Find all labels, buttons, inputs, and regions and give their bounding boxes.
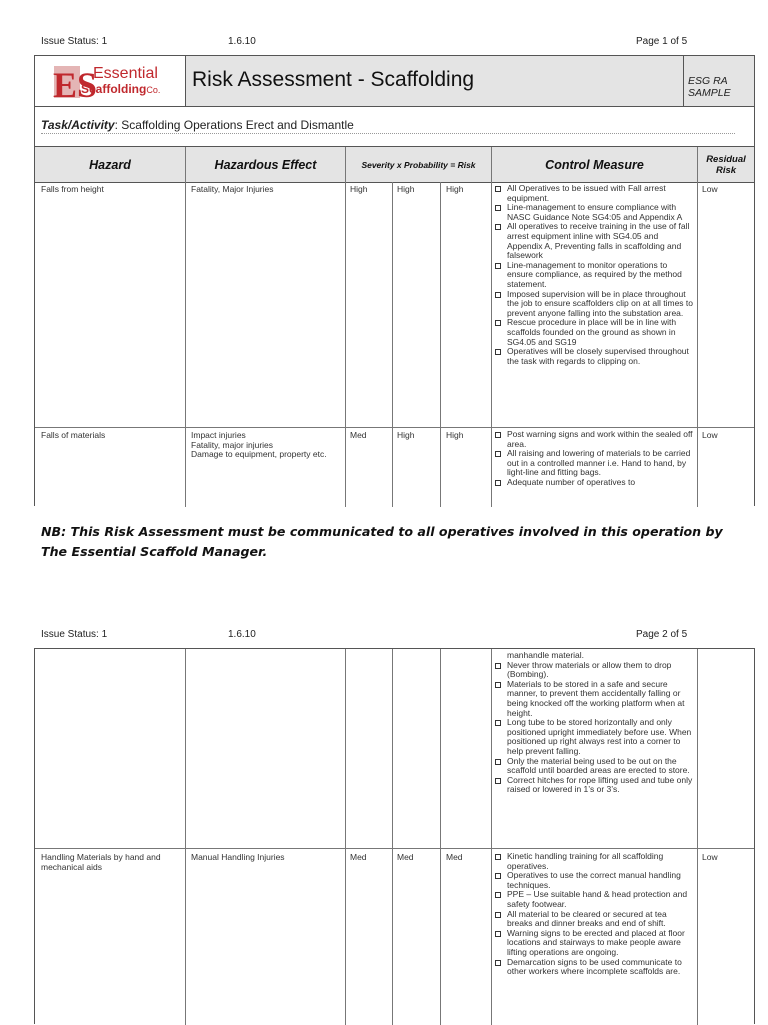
control-measures	[493, 852, 693, 1025]
col-hazard-header: Hazard	[89, 157, 131, 172]
logo-line1: Essential	[93, 65, 158, 82]
effect-cell: Impact injuries Fatality, major injuries Damage to equipment, property etc.	[191, 430, 327, 459]
issue-status: Issue Status: 1	[41, 36, 108, 47]
control-item: Only the material being used to be out on the scaffold until boarded areas are erected to store.	[493, 757, 693, 776]
effect-cell: Fatality, Major Injuries	[191, 184, 274, 194]
version-number: 1.6.10	[228, 36, 256, 47]
company-logo	[35, 56, 185, 106]
risk-table-page2	[34, 648, 755, 1024]
issue-status: Issue Status: 1	[41, 629, 108, 640]
task-row	[34, 106, 755, 147]
probability-cell: High	[397, 430, 415, 440]
hazard-cell: Falls of materials	[41, 430, 106, 440]
control-item: All operatives to receive training in the use of fall arrest equipment inline with SG4.05 and Appendix A, Preventing falls in scaffolding and falsework	[493, 222, 693, 260]
control-item: Operatives to use the correct manual handling techniques.	[493, 871, 693, 890]
control-measures	[493, 430, 693, 506]
control-item: Adequate number of operatives to	[493, 478, 693, 488]
risk-cell: High	[446, 430, 464, 440]
hazard-cell: Falls from height	[41, 184, 104, 194]
probability-cell: Med	[397, 852, 414, 862]
control-continued: manhandle material.	[507, 651, 585, 660]
residual-cell: Low	[702, 184, 718, 194]
control-item: Materials to be stored in a safe and secure manner, to prevent them accidentally falling or being knocked off the working platform when at height.	[493, 680, 693, 718]
risk-cell: High	[446, 184, 464, 194]
control-item: Operatives will be closely supervised throughout the task with regards to clipping on.	[493, 347, 693, 366]
page-title: Risk Assessment - Scaffolding	[192, 68, 475, 91]
control-item: All material to be cleared or secured at tea breaks and dinner breaks and end of shift.	[493, 910, 693, 929]
control-item: Line-management to ensure compliance with NASC Guidance Note SG4:05 and Appendix A	[493, 203, 693, 222]
control-item: Long tube to be stored horizontally and only positioned upright immediately before use. When positioned up right always rest into a corner to help prevent falling.	[493, 718, 693, 756]
severity-cell: Med	[350, 430, 367, 440]
residual-cell: Low	[702, 852, 718, 862]
control-measures	[493, 651, 693, 847]
svg-text:ES: ES	[53, 65, 98, 104]
logo-line2: ScaffoldingCo.	[81, 82, 161, 96]
document-header	[34, 55, 755, 107]
control-item: Kinetic handling training for all scaffolding operatives.	[493, 852, 693, 871]
control-measures	[493, 184, 693, 426]
risk-table-page1	[34, 146, 755, 506]
control-item: Imposed supervision will be in place throughout the job to ensure scaffolders clip on at all times to prevent anyone falling into the substation area.	[493, 290, 693, 319]
probability-cell: High	[397, 184, 415, 194]
col-control-header: Control Measure	[545, 157, 644, 172]
sample-tag-cell	[684, 56, 754, 106]
control-item: Warning signs to be erected and placed at floor locations and stairways to make people aware lifting operations are ongoing.	[493, 929, 693, 958]
severity-cell: High	[350, 184, 368, 194]
control-item: Rescue procedure in place will be in line with scaffolds founded on the ground as shown in SG4.05 and SG19	[493, 318, 693, 347]
control-item: All raising and lowering of materials to be carried out in a controlled manner i.e. Hand to hand, by light-line and fitting bags.	[493, 449, 693, 478]
task-label: Task/Activity	[41, 118, 115, 132]
col-residual-header: Residual Risk	[706, 153, 746, 176]
page-number: Page 2 of 5	[636, 629, 688, 640]
severity-cell: Med	[350, 852, 367, 862]
control-item: Never throw materials or allow them to drop (Bombing).	[493, 661, 693, 680]
col-spr-header: Severity x Probability = Risk	[361, 159, 476, 170]
hazard-cell: Handling Materials by hand and mechanical aids	[41, 852, 161, 872]
control-item: Correct hitches for rope lifting used and tube only raised or lowered in 1’s or 3’s.	[493, 776, 693, 795]
communication-note: NB: This Risk Assessment must be communicated to all operatives involved in this operation by The Essential Scaffold Manager.	[41, 524, 723, 559]
sample-tag: ESG RA SAMPLE	[688, 75, 731, 99]
col-effect-header: Hazardous Effect	[214, 157, 317, 172]
version-number: 1.6.10	[228, 629, 256, 640]
control-item: Demarcation signs to be used communicate to other workers where incomplete scaffolds are.	[493, 958, 693, 977]
control-item: Post warning signs and work within the sealed off area.	[493, 430, 693, 449]
risk-cell: Med	[446, 852, 463, 862]
task-activity	[41, 118, 354, 132]
title-cell	[186, 56, 683, 106]
page-number: Page 1 of 5	[636, 36, 688, 47]
control-item: All Operatives to be issued with Fall arrest equipment.	[493, 184, 693, 203]
effect-cell: Manual Handling Injuries	[191, 852, 285, 862]
residual-cell: Low	[702, 430, 718, 440]
control-item: Line-management to monitor operations to ensure compliance, as required by the method statement.	[493, 261, 693, 290]
control-item: PPE – Use suitable hand & head protection and safety footwear.	[493, 890, 693, 909]
task-value: : Scaffolding Operations Erect and Dismantle	[114, 118, 354, 132]
